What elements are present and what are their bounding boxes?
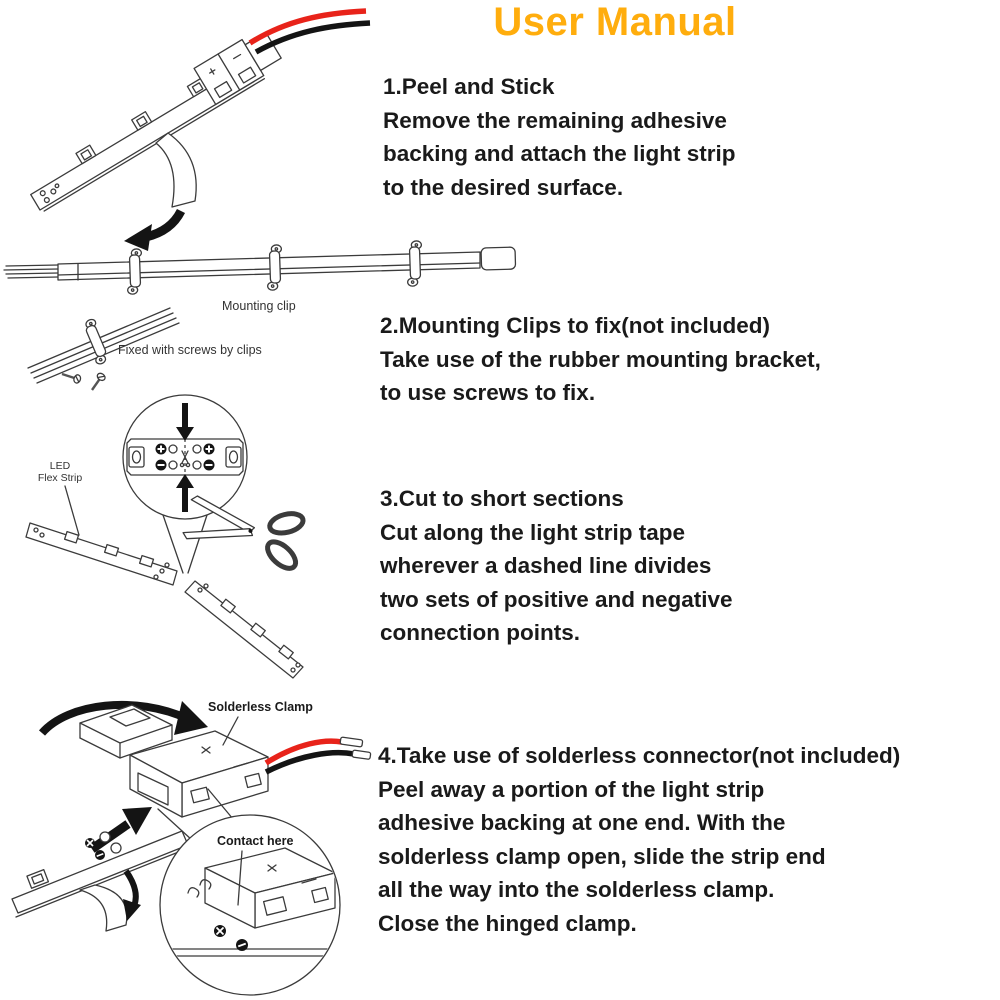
body-line: to use screws to fix.	[380, 380, 596, 405]
strip-segment-right	[185, 581, 303, 678]
positive-pad-icon	[204, 444, 215, 455]
page-title: User Manual	[493, 0, 737, 44]
wire-tip	[340, 737, 363, 747]
solderless-clamp-body	[130, 731, 268, 817]
cut-point-magnifier	[123, 395, 247, 519]
peel-arrow-icon	[123, 871, 141, 921]
section-2-heading: 2.Mounting Clips to fix(not included)	[380, 313, 770, 338]
section-4-heading: 4.Take use of solderless connector(not included)	[378, 743, 901, 768]
flex-strip-label: Flex Strip	[37, 472, 83, 484]
body-line: Peel away a portion of the light strip	[378, 776, 765, 802]
negative-pad-icon	[204, 460, 215, 471]
clip-screws-subfigure	[28, 308, 262, 392]
positive-pad-icon	[156, 444, 167, 455]
body-line: all the way into the solderless clamp.	[378, 877, 775, 902]
section-1-heading: 1.Peel and Stick	[383, 74, 555, 99]
section-1-text	[383, 70, 736, 204]
body-line: Remove the remaining adhesive	[383, 107, 727, 133]
body-line: wherever a dashed line divides	[380, 553, 712, 578]
body-line: Take use of the rubber mounting bracket,	[380, 346, 821, 372]
fixed-with-screws-label: Fixed with screws by clips	[118, 343, 262, 357]
contact-magnifier	[160, 815, 342, 995]
body-line: two sets of positive and negative	[380, 586, 733, 612]
body-line: Close the hinged clamp.	[378, 910, 637, 936]
scissors-icon	[180, 484, 312, 575]
insert-arrow-icon	[92, 807, 152, 849]
body-line: adhesive backing at one end. With the	[378, 810, 786, 835]
wire-tip	[352, 750, 371, 759]
section-3-text	[380, 482, 733, 650]
body-line: solderless clamp open, slide the strip end	[378, 843, 826, 869]
negative-pad-icon	[156, 460, 167, 471]
body-line: backing and attach the light strip	[383, 141, 736, 166]
mounting-clip-label: Mounting clip	[222, 299, 296, 313]
contact-here-label: Contact here	[217, 834, 294, 848]
section-3-heading: 3.Cut to short sections	[380, 486, 624, 511]
figure-cut-sections	[15, 385, 365, 685]
solderless-clamp-label: Solderless Clamp	[208, 700, 313, 714]
figure-solderless-connector	[10, 693, 370, 998]
led-label: LED	[49, 460, 71, 472]
body-line: Cut along the light strip tape	[380, 519, 685, 545]
strip-end-cap	[481, 247, 516, 270]
body-line: connection points.	[380, 620, 580, 645]
adhesive-backing-flap	[80, 885, 127, 931]
strip-with-clips	[4, 247, 516, 280]
adhesive-backing-flap	[156, 133, 196, 207]
section-4-text	[378, 739, 900, 940]
figure-peel-and-stick	[10, 5, 375, 250]
led-strip-diagonal	[18, 27, 285, 212]
strip-segment-left	[26, 523, 177, 585]
body-line: to the desired surface.	[383, 174, 624, 200]
